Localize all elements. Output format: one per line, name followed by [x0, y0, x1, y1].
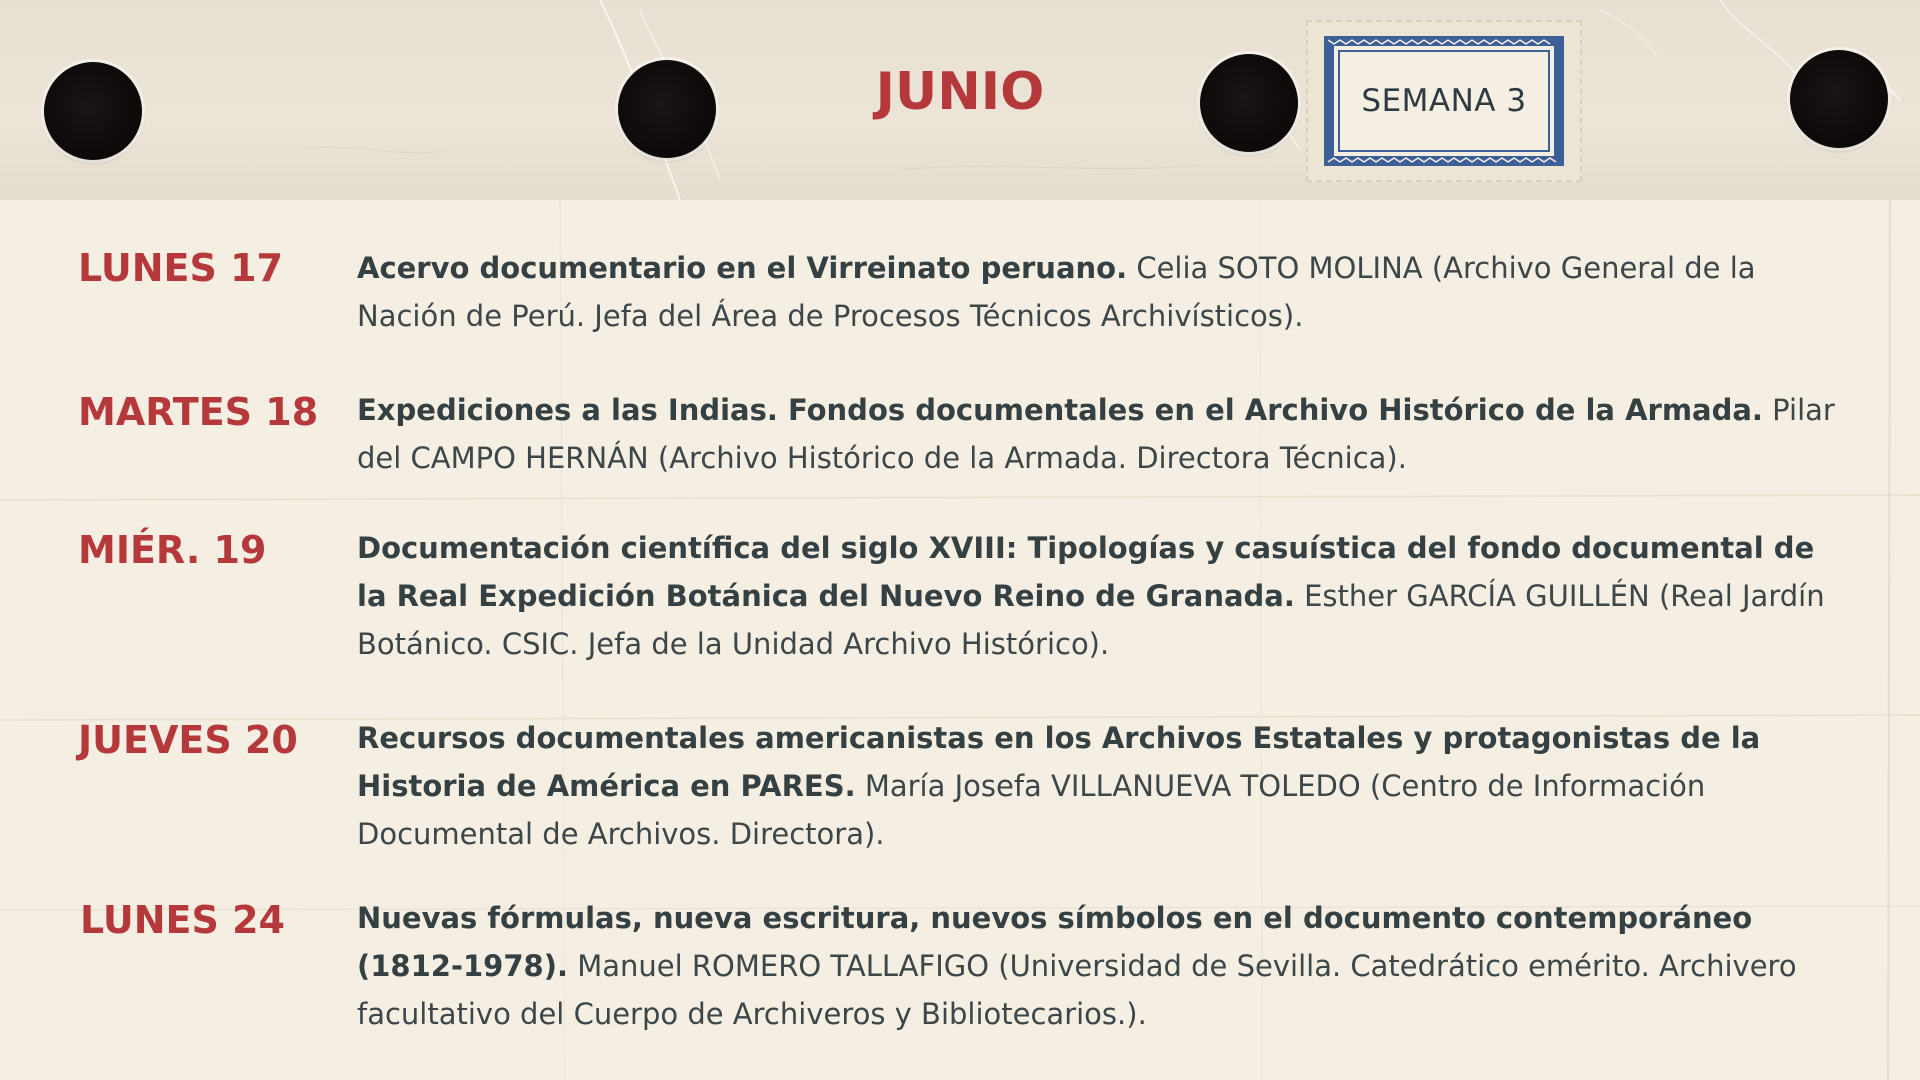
- entry-detail: María Josefa VILLANUEVA TOLEDO (Centro de Información Documental de Archivos. Directora).: [357, 769, 1706, 851]
- entry-title: Documentación científica del siglo XVIII: Tipologías y casuística del fondo documental de la Real Expedición Botánica del Nuevo Reino de Granada.: [357, 531, 1815, 613]
- punch-hole-1: [44, 62, 142, 160]
- punch-hole-3: [1200, 54, 1298, 152]
- entry-detail: Pilar del CAMPO HERNÁN (Archivo Histórico de la Armada. Directora Técnica).: [357, 393, 1835, 475]
- entry-day: MARTES 18: [78, 390, 319, 434]
- entry-day: LUNES 24: [80, 898, 285, 942]
- entry-description: [357, 524, 1837, 668]
- week-stamp: [1306, 20, 1582, 182]
- entry-description: [357, 714, 1837, 858]
- week-label: SEMANA 3: [1361, 83, 1527, 119]
- schedule-paper: [0, 200, 1920, 1080]
- entry-title: Recursos documentales americanistas en los Archivos Estatales y protagonistas de la Historia de América en PARES.: [357, 721, 1761, 803]
- header-band: [0, 0, 1920, 200]
- entry-description: [357, 894, 1837, 1038]
- entry-description: [357, 386, 1837, 482]
- entry-detail: Celia SOTO MOLINA (Archivo General de la Nación de Perú. Jefa del Área de Procesos Técnicos Archivísticos).: [357, 251, 1756, 333]
- month-title: JUNIO: [875, 62, 1045, 122]
- entry-day: JUEVES 20: [78, 718, 298, 762]
- entry-title: Nuevas fórmulas, nueva escritura, nuevos símbolos en el documento contemporáneo (1812-1978).: [357, 901, 1753, 983]
- entry-description: [357, 244, 1837, 340]
- entry-day: LUNES 17: [78, 246, 283, 290]
- entry-title: Acervo documentario en el Virreinato peruano.: [357, 251, 1128, 285]
- punch-hole-2: [618, 60, 716, 158]
- entry-day: MIÉR. 19: [78, 528, 267, 572]
- entry-title: Expediciones a las Indias. Fondos documentales en el Archivo Histórico de la Armada.: [357, 393, 1763, 427]
- entry-detail: Esther GARCÍA GUILLÉN (Real Jardín Botánico. CSIC. Jefa de la Unidad Archivo Histórico).: [357, 579, 1825, 661]
- stamp-frame: [1324, 36, 1564, 166]
- punch-hole-4: [1790, 50, 1888, 148]
- entry-detail: Manuel ROMERO TALLAFIGO (Universidad de Sevilla. Catedrático emérito. Archivero facultativo del Cuerpo de Archiveros y Bibliotecarios.).: [357, 949, 1797, 1031]
